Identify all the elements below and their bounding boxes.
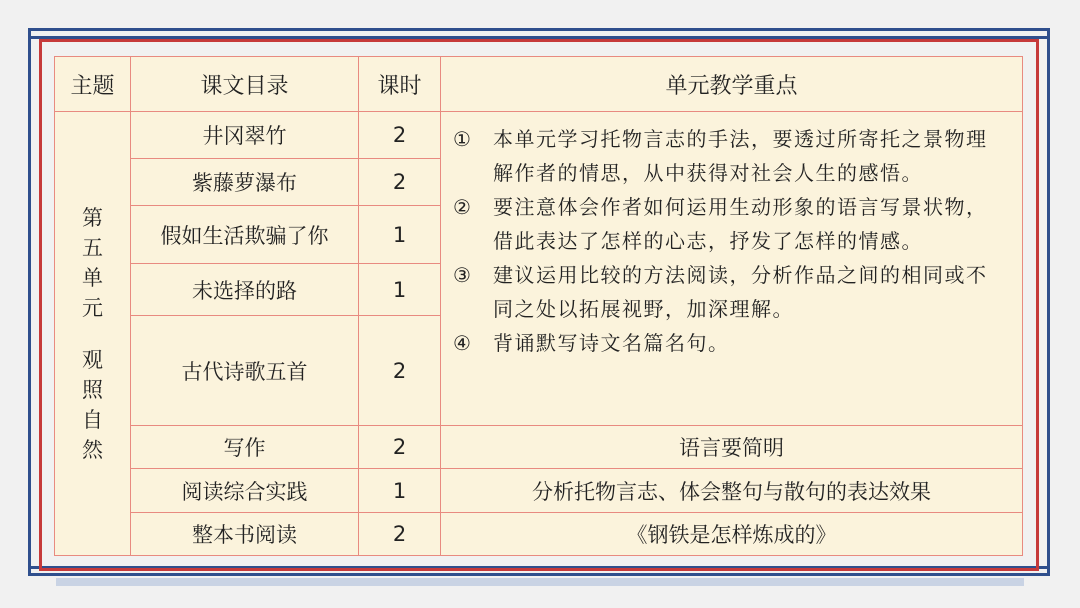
- header-focus: 单元教学重点: [441, 57, 1023, 112]
- lesson-title: 古代诗歌五首: [131, 316, 359, 426]
- focus-points-cell: [441, 112, 1023, 426]
- theme-char: 然: [82, 437, 103, 462]
- lesson-hours: 2: [359, 316, 441, 426]
- lesson-title: 井冈翠竹: [131, 112, 359, 159]
- lesson-title: 假如生活欺骗了你: [131, 206, 359, 264]
- point-text: 建议运用比较的方法阅读，分析作品之间的相同或不同之处以拓展视野，加深理解。: [493, 263, 988, 321]
- focus-point: [453, 258, 1008, 326]
- header-theme: 主题: [55, 57, 131, 112]
- focus-point: [453, 190, 1008, 258]
- lesson-hours: 1: [359, 206, 441, 264]
- lesson-title: 未选择的路: [131, 264, 359, 316]
- table-row: [55, 469, 1023, 513]
- lesson-hours: 1: [359, 469, 441, 513]
- unit-label-char: 五: [82, 235, 103, 260]
- point-number: ④: [453, 331, 473, 355]
- lesson-hours: 2: [359, 112, 441, 159]
- table-row: [55, 112, 1023, 159]
- point-text: 本单元学习托物言志的手法，要透过所寄托之景物理解作者的情思，从中获得对社会人生的感悟。: [493, 127, 988, 185]
- unit-plan-table: [54, 56, 1023, 556]
- lesson-hours: 2: [359, 159, 441, 206]
- point-number: ③: [453, 263, 473, 287]
- lesson-hours: 1: [359, 264, 441, 316]
- point-text: 要注意体会作者如何运用生动形象的语言写景状物，借此表达了怎样的心志，抒发了怎样的情感。: [493, 195, 988, 253]
- bottom-shadow-strip: [56, 578, 1024, 586]
- unit-theme-cell: [55, 112, 131, 556]
- focus-text: 语言要简明: [441, 426, 1023, 469]
- point-number: ①: [453, 127, 473, 151]
- lesson-title: 整本书阅读: [131, 513, 359, 556]
- header-hours: 课时: [359, 57, 441, 112]
- table-row: [55, 426, 1023, 469]
- table-row: [55, 513, 1023, 556]
- lesson-hours: 2: [359, 513, 441, 556]
- unit-label-char: 单: [82, 265, 103, 290]
- header-row: [55, 57, 1023, 112]
- theme-char: 自: [82, 407, 103, 432]
- lesson-title: 写作: [131, 426, 359, 469]
- theme-char: 照: [82, 377, 103, 402]
- focus-text: 分析托物言志、体会整句与散句的表达效果: [441, 469, 1023, 513]
- header-lessons: 课文目录: [131, 57, 359, 112]
- unit-label-char: 第: [82, 205, 103, 230]
- lesson-hours: 2: [359, 426, 441, 469]
- focus-text: 《钢铁是怎样炼成的》: [441, 513, 1023, 556]
- focus-point: [453, 122, 1008, 190]
- lesson-title: 阅读综合实践: [131, 469, 359, 513]
- point-number: ②: [453, 195, 473, 219]
- theme-char: 观: [82, 347, 103, 372]
- lesson-title: 紫藤萝瀑布: [131, 159, 359, 206]
- unit-label-char: 元: [82, 295, 103, 320]
- point-text: 背诵默写诗文名篇名句。: [493, 331, 730, 355]
- focus-point: [453, 326, 1008, 360]
